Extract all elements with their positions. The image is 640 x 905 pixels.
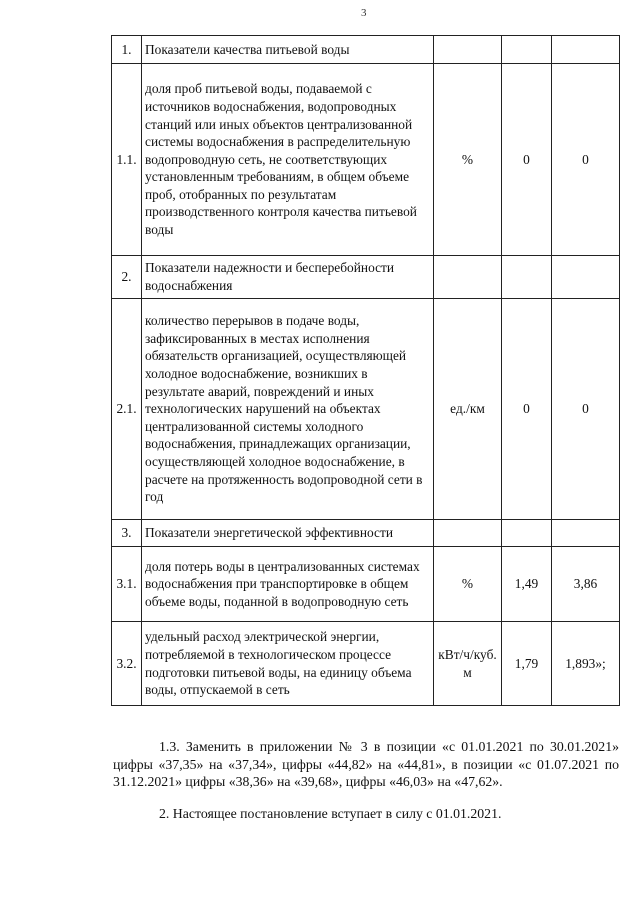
table-row-section-3 <box>112 520 620 547</box>
row-number: 3.2. <box>112 622 142 706</box>
value-cell-1: 1,49 <box>502 547 552 622</box>
section-title: Показатели качества питьевой воды <box>142 36 434 64</box>
table-row-1-1 <box>112 64 620 256</box>
value-cell-1: 1,79 <box>502 622 552 706</box>
table-row-3-2 <box>112 622 620 706</box>
row-number: 1. <box>112 36 142 64</box>
value-cell-2: 0 <box>552 64 620 256</box>
value-cell-2 <box>552 256 620 299</box>
indicator-description: удельный расход электрической энергии, потребляемой в технологическом процессе подготовки питьевой воды, на единицу объема воды, отпускаемой в сеть <box>142 622 434 706</box>
unit-cell <box>434 36 502 64</box>
value-cell-1 <box>502 520 552 547</box>
table-row-section-2 <box>112 256 620 299</box>
row-number: 3.1. <box>112 547 142 622</box>
section-title: Показатели энергетической эффективности <box>142 520 434 547</box>
indicator-description: количество перерывов в подаче воды, зафиксированных в местах исполнения обязательств организацией, осуществляющей холодное водоснабжение, возникших в результате аварий, повреждений и иных технологических нарушений на объектах централизованной системы холодного водоснабжения, принадлежащих организации, осуществляющей холодное водоснабжение, в расчете на протяженность водопроводной сети в год <box>142 299 434 520</box>
value-cell-2 <box>552 36 620 64</box>
unit-cell <box>434 256 502 299</box>
effective-date-paragraph: 2. Настоящее постановление вступает в силу с 01.01.2021. <box>159 806 502 821</box>
section-title: Показатели надежности и бесперебойности водоснабжения <box>142 256 434 299</box>
indicator-description: доля потерь воды в централизованных системах водоснабжения при транспортировке в общем объеме воды, поданной в водопроводную сеть <box>142 547 434 622</box>
amendment-paragraph: 1.3. Заменить в приложении № 3 в позиции «с 01.01.2021 по 30.01.2021» цифры «37,35» на «37,34», цифры «44,82» на «44,81», в позиции «с 01.07.2021 по 31.12.2021» цифры «38,36» на «39,68», цифры «46,03» на «47,62». <box>113 739 619 789</box>
value-cell-2: 0 <box>552 299 620 520</box>
unit-cell: ед./км <box>434 299 502 520</box>
row-number: 2. <box>112 256 142 299</box>
unit-cell <box>434 520 502 547</box>
indicators-table <box>111 35 620 706</box>
table-row-2-1 <box>112 299 620 520</box>
row-number: 2.1. <box>112 299 142 520</box>
row-number: 3. <box>112 520 142 547</box>
value-cell-1 <box>502 36 552 64</box>
indicator-description: доля проб питьевой воды, подаваемой с источников водоснабжения, водопроводных станций или иных объектов централизованной системы водоснабжения в распределительную водопроводную сеть, не соответствующих установленным требованиям, в общем объеме проб, отобранных по результатам производственного контроля качества питьевой воды <box>142 64 434 256</box>
value-cell-1 <box>502 256 552 299</box>
page-number: 3 <box>361 7 367 19</box>
unit-cell: % <box>434 547 502 622</box>
unit-cell: % <box>434 64 502 256</box>
table-row-section-1 <box>112 36 620 64</box>
value-cell-2: 3,86 <box>552 547 620 622</box>
value-cell-1: 0 <box>502 299 552 520</box>
row-number: 1.1. <box>112 64 142 256</box>
unit-cell: кВт/ч/куб. м <box>434 622 502 706</box>
value-cell-2: 1,893»; <box>552 622 620 706</box>
table-row-3-1 <box>112 547 620 622</box>
value-cell-2 <box>552 520 620 547</box>
value-cell-1: 0 <box>502 64 552 256</box>
